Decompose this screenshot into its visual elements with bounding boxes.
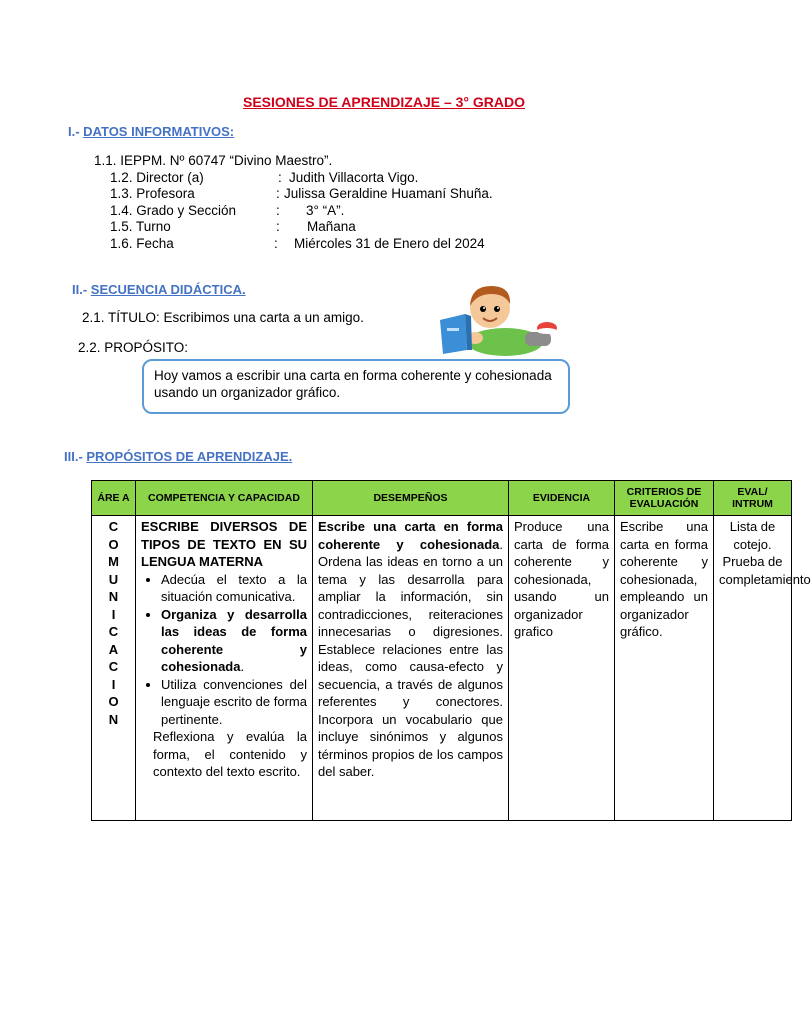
section-number: II.-: [72, 282, 91, 297]
criterios-cell: Escribe una carta en forma coherente y cohesionada, empleando un organizador gráfico.: [615, 516, 714, 821]
list-item: • Organiza y desarrolla las ideas de forma coherente y cohesionada.: [161, 606, 307, 676]
header-evidencia: EVIDENCIA: [509, 481, 615, 516]
table-header-row: [92, 481, 792, 516]
section-datos-informativos: [68, 124, 234, 139]
competencia-cell: [136, 516, 313, 821]
section-number: I.-: [68, 124, 84, 139]
header-instrumento: EVAL/ INTRUM: [714, 481, 792, 516]
info-sep: :: [276, 186, 280, 201]
section-label: DATOS INFORMATIVOS:: [83, 124, 235, 139]
info-label-director: 1.2. Director (a): [110, 170, 204, 185]
desempeno-text: . Ordena las ideas en torno a un tema y las desarrolla para ampliar la información, sin contradicciones, reiteraciones innecesarias o digresiones. Establece relaciones entre las ideas, como causa-efecto y secuencia, a través de algunos referentes y conectores. Incorpora un vocabulario que incluye sinónimos y algunos términos propios de los campos del saber.: [318, 536, 503, 779]
info-sep: :: [274, 236, 278, 251]
info-label-profesora: 1.3. Profesora: [110, 186, 195, 201]
competencia-title: ESCRIBE DIVERSOS DE TIPOS DE TEXTO EN SU LENGUA MATERNA: [141, 519, 307, 569]
instrumento-cell: Lista de cotejo. Prueba de completamiento: [714, 516, 792, 821]
evidencia-cell: Produce una carta de forma coherente y cohesionada, usando un organizador grafico: [509, 516, 615, 821]
section-secuencia-didactica: [72, 282, 246, 297]
info-label-grado: 1.4. Grado y Sección: [110, 203, 237, 218]
header-area: ÁRE A: [92, 481, 136, 516]
table-row: [92, 516, 792, 821]
book-icon: [440, 314, 467, 354]
desempenos-cell: [313, 516, 509, 821]
info-value-turno: Mañana: [307, 219, 356, 234]
section-label: SECUENCIA DIDÁCTICA.: [90, 282, 246, 297]
boy-reading-illustration: [435, 280, 565, 360]
titulo-line: 2.1. TÍTULO: Escribimos una carta a un amigo.: [82, 310, 364, 325]
proposito-label: 2.2. PROPÓSITO:: [78, 340, 189, 355]
header-criterios: CRITERIOS DE EVALUACIÓN: [615, 481, 714, 516]
info-value-grado: 3° “A”.: [306, 203, 345, 218]
section-label: PROPÓSITOS DE APRENDIZAJE.: [86, 449, 293, 464]
list-item: • Adecúa el texto a la situación comunicativa.: [161, 571, 307, 606]
desempeno-bold: Escribe una carta en forma coherente y cohesionada: [318, 519, 503, 552]
info-value-director: Judith Villacorta Vigo.: [289, 170, 419, 185]
area-cell: C O M U N I C A C I O N: [92, 516, 136, 821]
info-value-fecha: Miércoles 31 de Enero del 2024: [294, 236, 485, 251]
info-sep: :: [278, 170, 282, 185]
info-sep: :: [276, 203, 280, 218]
info-sep: :: [276, 219, 280, 234]
info-label-fecha: 1.6. Fecha: [110, 236, 174, 251]
capacidades-list: [141, 571, 307, 729]
learning-table: [91, 480, 811, 821]
page-title: SESIONES DE APRENDIZAJE – 3° GRADO: [242, 94, 526, 110]
capacidad-extra: Reflexiona y evalúa la forma, el contenido y contexto del texto escrito.: [153, 729, 307, 779]
header-desempenos: DESEMPEÑOS: [313, 481, 509, 516]
info-school: 1.1. IEPPM. Nº 60747 “Divino Maestro”.: [94, 153, 333, 168]
proposito-box: Hoy vamos a escribir una carta en forma coherente y cohesionada usando un organizador gráfico.: [142, 359, 570, 414]
header-competencia: COMPETENCIA Y CAPACIDAD: [136, 481, 313, 516]
list-item: • Utiliza convenciones del lenguaje escrito de forma pertinente.: [161, 676, 307, 729]
info-label-turno: 1.5. Turno: [110, 219, 171, 234]
section-number: III.-: [64, 449, 87, 464]
info-value-profesora: Julissa Geraldine Huamaní Shuña.: [284, 186, 493, 201]
section-propositos-aprendizaje: [64, 449, 292, 464]
